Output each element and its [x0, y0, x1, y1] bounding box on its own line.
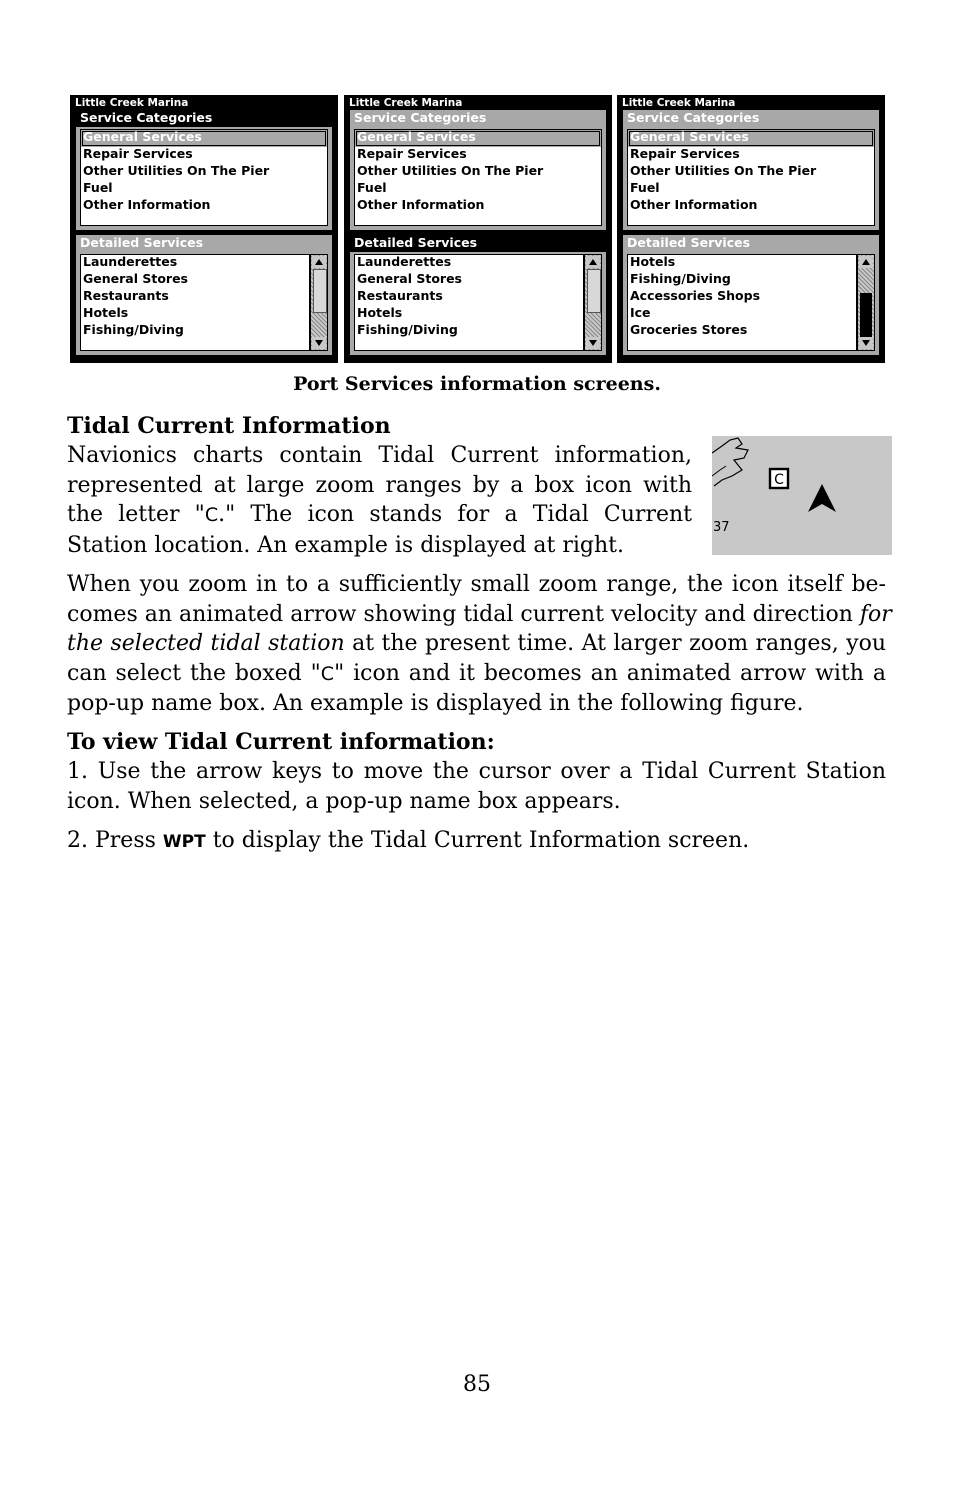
port-services-screen-3 [617, 95, 885, 363]
list-item[interactable]: Other Information [357, 197, 485, 212]
scroll-thumb[interactable] [860, 293, 872, 339]
list-item[interactable]: General Services [355, 130, 601, 147]
page-number: 85 [463, 1372, 491, 1397]
zoom-line-4: can select the boxed "C" icon and it becomes an animated arrow with a [67, 660, 886, 686]
list-item[interactable]: Repair Services [357, 146, 467, 161]
list-item[interactable]: Fishing/Diving [83, 322, 184, 337]
intro-paragraph [67, 441, 692, 560]
depth-sounding-label: 37 [713, 520, 730, 535]
zoom-line-5: pop-up name box. An example is displayed in the following figure. [67, 691, 804, 717]
list-item[interactable]: Hotels [630, 254, 676, 269]
scrollbar[interactable] [857, 254, 875, 351]
list-item[interactable]: Repair Services [630, 146, 740, 161]
scroll-down-arrow-icon[interactable] [312, 337, 326, 349]
screen-title: Little Creek Marina [622, 97, 736, 109]
tidal-current-station-icon [770, 469, 788, 488]
list-item[interactable]: Repair Services [83, 146, 193, 161]
list-item[interactable]: Other Utilities On The Pier [83, 163, 270, 178]
list-item[interactable]: Fuel [630, 180, 660, 195]
port-services-screen-2 [344, 95, 612, 363]
list-item[interactable]: Ice [630, 305, 651, 320]
list-item[interactable]: Other Information [83, 197, 211, 212]
zoom-line-2: comes an animated arrow showing tidal current velocity and direction for [67, 601, 892, 627]
service-categories-panel [623, 110, 879, 230]
detailed-services-list [80, 254, 310, 351]
zoom-paragraph [67, 570, 892, 719]
letter-c: C [320, 662, 335, 685]
scroll-up-arrow-icon[interactable] [312, 256, 326, 268]
detailed-services-list [354, 254, 584, 351]
service-categories-list [627, 129, 875, 226]
list-item[interactable]: Hotels [357, 305, 403, 320]
list-item[interactable]: Restaurants [357, 288, 443, 303]
service-categories-header[interactable]: Service Categories [623, 110, 879, 127]
list-item[interactable]: Groceries Stores [630, 322, 748, 337]
service-categories-panel [350, 110, 606, 230]
scroll-down-arrow-icon[interactable] [859, 337, 873, 349]
service-categories-header[interactable]: Service Categories [350, 110, 606, 127]
zoom-line-1: When you zoom in to a sufficiently small zoom range, the icon itself be- [67, 572, 886, 597]
procedure-step-2: 2. Press WPT to display the Tidal Current Information screen. [67, 828, 750, 853]
list-item[interactable]: Other Utilities On The Pier [357, 163, 544, 178]
detailed-services-panel [623, 235, 879, 355]
detailed-services-header[interactable]: Detailed Services [76, 235, 332, 252]
list-item[interactable]: Other Utilities On The Pier [630, 163, 817, 178]
intro-line-4: Station location. An example is displayed at right. [67, 532, 624, 558]
step1-line-2: icon. When selected, a pop-up name box appears. [67, 788, 621, 814]
section-heading: Tidal Current Information [67, 413, 391, 439]
service-categories-list [354, 129, 602, 226]
port-services-screens [70, 95, 886, 363]
scroll-thumb[interactable] [313, 269, 327, 313]
scrollbar[interactable] [310, 254, 328, 351]
list-item[interactable]: Accessories Shops [630, 288, 761, 303]
scroll-up-arrow-icon[interactable] [859, 256, 873, 268]
screen-title: Little Creek Marina [349, 97, 463, 109]
scroll-thumb[interactable] [587, 269, 601, 313]
scroll-down-arrow-icon[interactable] [586, 337, 600, 349]
procedure-heading: To view Tidal Current information: [67, 729, 495, 755]
detailed-services-header[interactable]: Detailed Services [623, 235, 879, 252]
intro-line-1: Navionics charts contain Tidal Current information, [67, 443, 692, 468]
list-item[interactable]: Launderettes [357, 254, 452, 269]
zoom-line-3: the selected tidal station at the present time. At larger zoom ranges, you [67, 631, 887, 657]
detailed-services-header[interactable]: Detailed Services [350, 235, 606, 252]
detailed-services-panel [76, 235, 332, 355]
intro-line-2: represented at large zoom ranges by a box icon with [67, 472, 692, 498]
svg-text:C: C [774, 472, 784, 488]
detailed-services-panel [350, 235, 606, 355]
service-categories-header[interactable]: Service Categories [76, 110, 332, 127]
list-item[interactable]: General Stores [357, 271, 462, 286]
list-item[interactable]: General Stores [83, 271, 188, 286]
service-categories-panel [76, 110, 332, 230]
list-item[interactable]: Fuel [83, 180, 113, 195]
detailed-services-list [627, 254, 857, 351]
tidal-current-chart-thumbnail [712, 436, 892, 555]
port-services-screen-1 [70, 95, 338, 363]
scroll-up-arrow-icon[interactable] [586, 256, 600, 268]
procedure-step-1 [67, 757, 886, 816]
list-item[interactable]: General Services [628, 130, 874, 147]
list-item[interactable]: General Services [81, 130, 327, 147]
list-item[interactable]: Fuel [357, 180, 387, 195]
list-item[interactable]: Restaurants [83, 288, 169, 303]
figure-caption: Port Services information screens. [293, 373, 661, 395]
scrollbar[interactable] [584, 254, 602, 351]
screen-title: Little Creek Marina [75, 97, 189, 109]
list-item[interactable]: Fishing/Diving [357, 322, 458, 337]
intro-line-3: the letter "C." The icon stands for a Tidal Current [67, 502, 692, 528]
list-item[interactable]: Other Information [630, 197, 758, 212]
wpt-key: WPT [162, 832, 206, 852]
step1-line-1: 1. Use the arrow keys to move the cursor over a Tidal Current Station [67, 759, 886, 784]
list-item[interactable]: Fishing/Diving [630, 271, 731, 286]
service-categories-list [80, 129, 328, 226]
list-item[interactable]: Launderettes [83, 254, 178, 269]
list-item[interactable]: Hotels [83, 305, 129, 320]
letter-c: C [204, 504, 219, 527]
